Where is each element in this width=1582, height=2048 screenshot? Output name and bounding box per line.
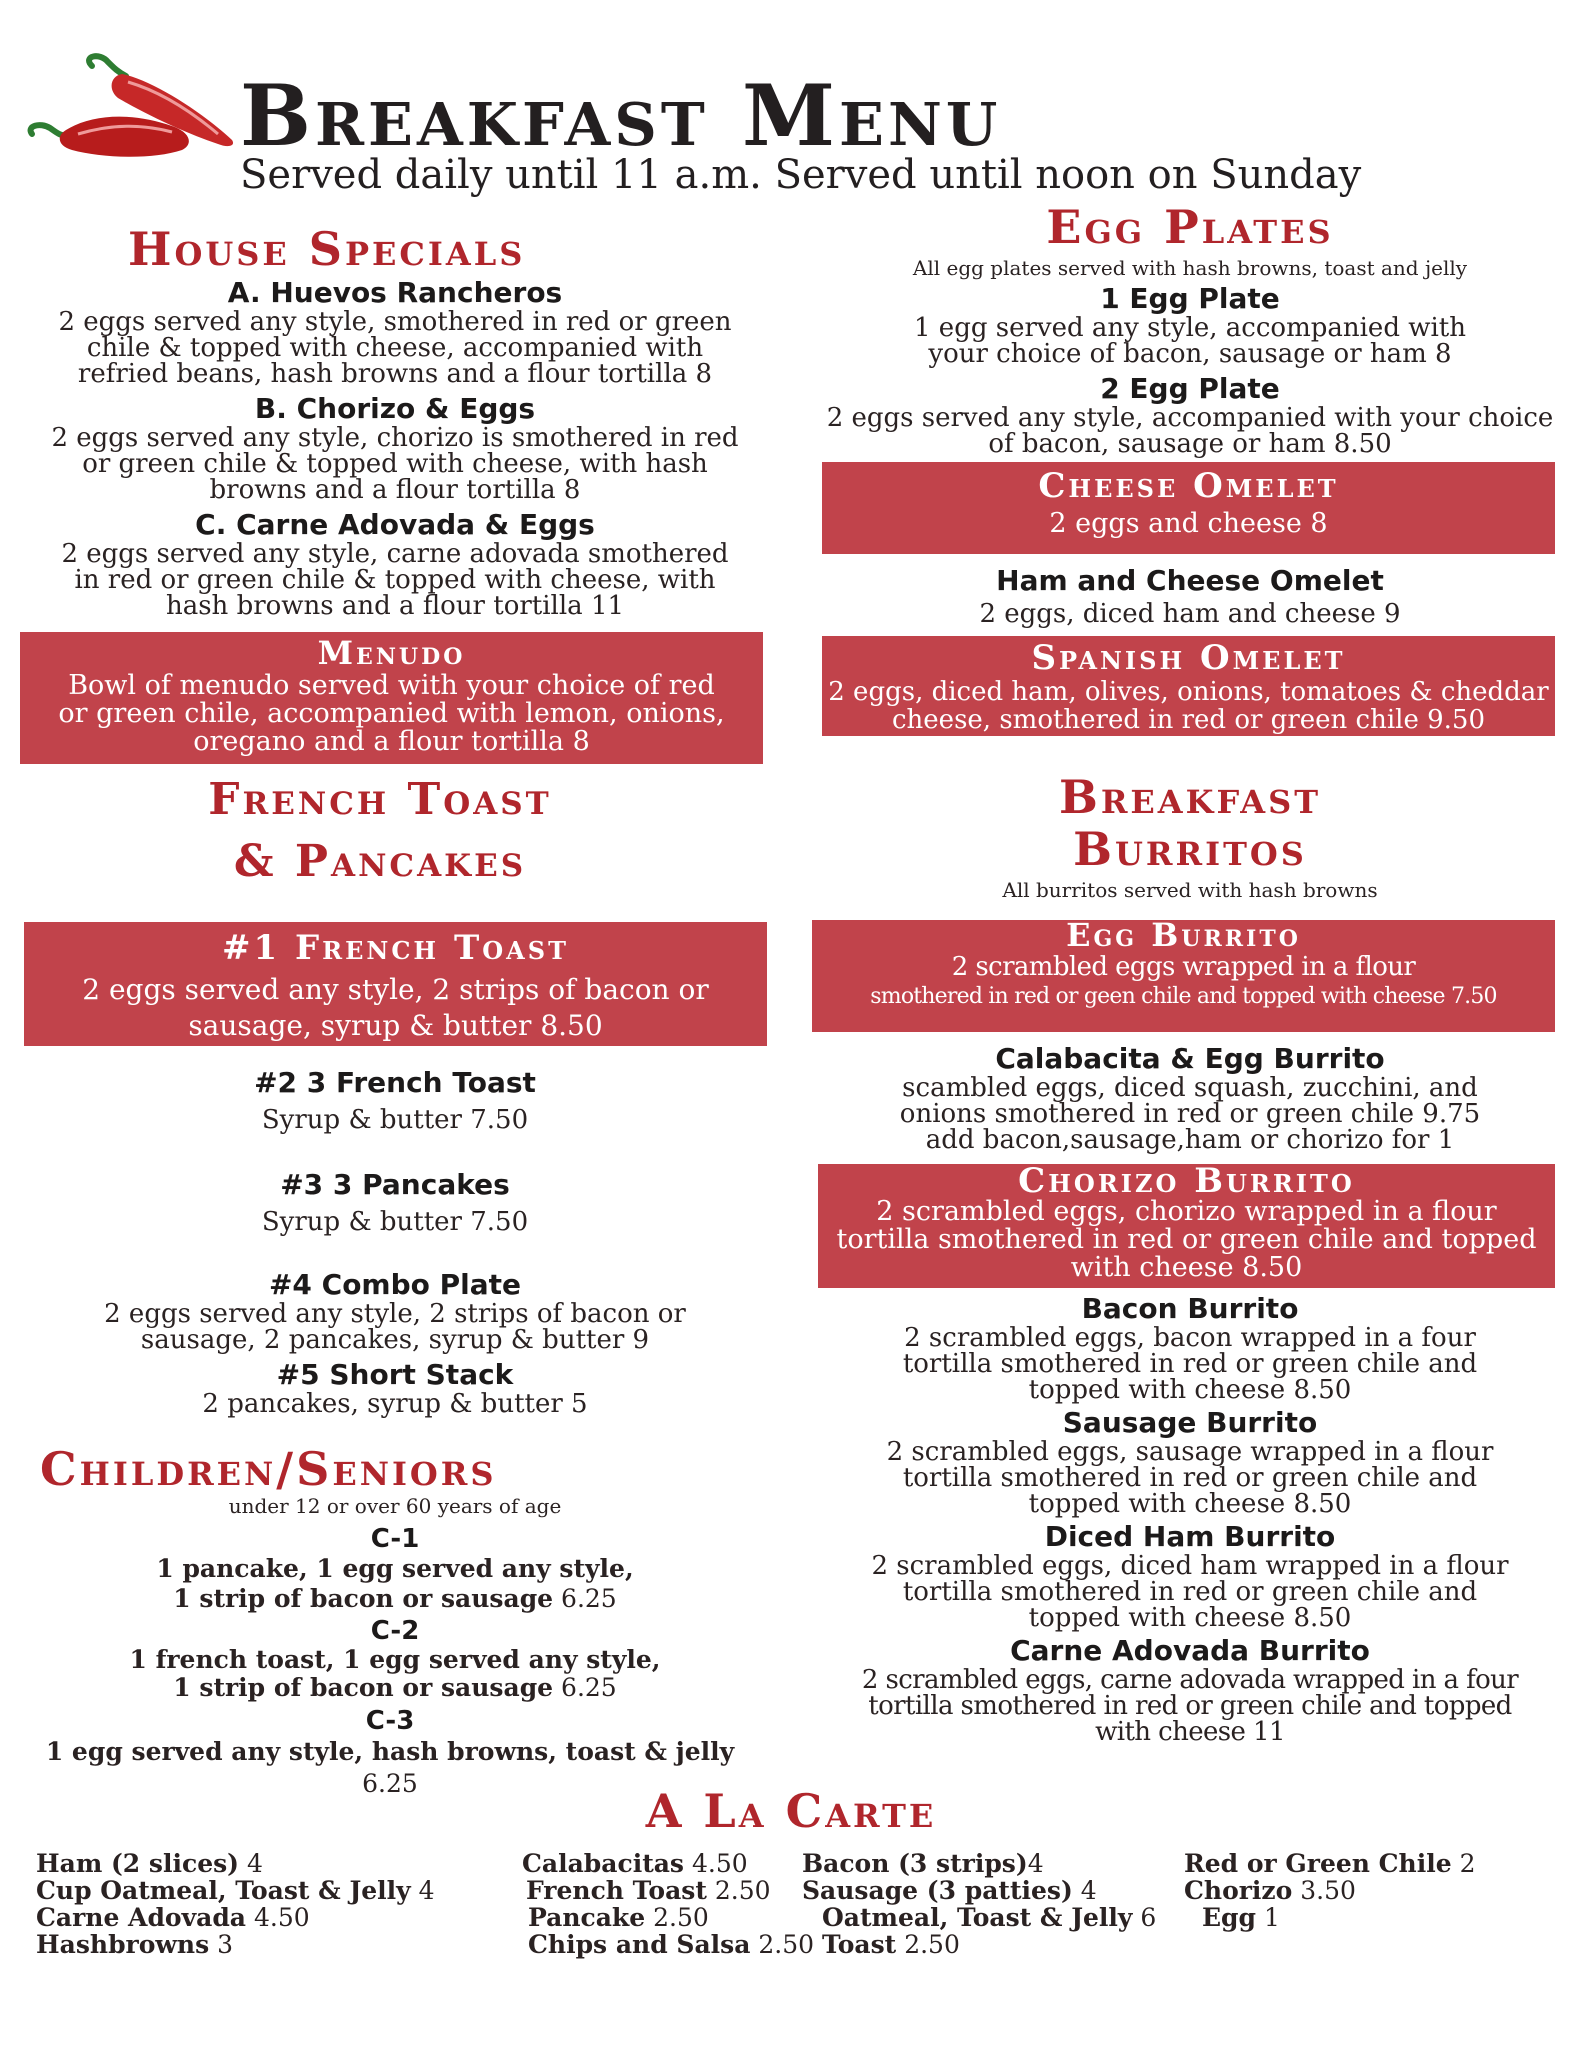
item-name: Diced Ham Burrito <box>1044 1520 1336 1553</box>
french-toast-box <box>24 922 767 1046</box>
item-name: Carne Adovada Burrito <box>1010 1634 1370 1667</box>
item-name: #3 3 Pancakes <box>280 1168 510 1201</box>
house-special-item-a <box>30 276 760 387</box>
item-description: 2 eggs, diced ham and cheese 9 <box>979 599 1401 629</box>
item-extra: add bacon,sausage,ham or chorizo for 1 <box>925 1125 1455 1155</box>
a-la-carte-item: Egg 1 <box>1202 1903 1280 1932</box>
burritos-note: All burritos served with hash browns <box>1002 878 1378 902</box>
item-line1: 1 pancake, 1 egg served any style, <box>156 1554 634 1583</box>
item-line1: 1 french toast, 1 egg served any style, <box>129 1645 661 1674</box>
menudo-title: Menudo <box>317 634 466 672</box>
item-name: #5 Short Stack <box>276 1358 514 1391</box>
a-la-carte-item: Chorizo 3.50 <box>1184 1876 1356 1905</box>
item-price: 6.25 <box>561 1673 617 1702</box>
children-item-c2 <box>30 1616 760 1702</box>
egg-plate-item-2 <box>815 372 1565 457</box>
french-toast-item-4 <box>30 1268 760 1353</box>
cheese-omelet-box <box>822 462 1555 554</box>
a-la-carte-item: Chips and Salsa 2.50 <box>528 1930 815 1959</box>
sausage-burrito-item <box>830 1406 1550 1517</box>
a-la-carte-column-2 <box>522 1850 814 1958</box>
egg-plates-note: All egg plates served with hash browns, toast and jelly <box>912 256 1468 280</box>
item-price: 6.25 <box>362 1769 418 1798</box>
egg-plates-heading: Egg Plates <box>1046 200 1334 254</box>
french-toast-heading-line1: French Toast <box>208 774 552 825</box>
red-chile-peppers-icon <box>22 52 244 162</box>
egg-burrito-description-line2: smothered in red or geen chile and topped with cheese 7.50 <box>870 984 1497 1009</box>
cheese-omelet-title: Cheese Omelet <box>1038 466 1339 506</box>
item-name: 1 Egg Plate <box>1100 282 1280 315</box>
item-description: 2 pancakes, syrup & butter 5 <box>202 1389 588 1419</box>
item-description: 2 eggs served any style, accompanied with your choice of bacon, sausage or ham 8.50 <box>826 403 1554 459</box>
chorizo-burrito-box <box>818 1161 1555 1288</box>
item-line1: 1 egg served any style, hash browns, toast & jelly <box>45 1737 735 1766</box>
spanish-omelet-description: 2 eggs, diced ham, olives, onions, tomatoes & cheddar cheese, smothered in red or green chile 9.50 <box>828 677 1549 735</box>
a-la-carte-item: Pancake 2.50 <box>528 1903 709 1932</box>
a-la-carte-heading: A La Carte <box>645 1784 937 1838</box>
item-name: Sausage Burrito <box>1062 1406 1318 1439</box>
item-description: 2 scrambled eggs, diced ham wrapped in a flour tortilla smothered in red or green chile and topped with cheese 8.50 <box>871 1551 1509 1633</box>
item-name: #2 3 French Toast <box>254 1066 536 1099</box>
a-la-carte-item: Bacon (3 strips)4 <box>802 1849 1044 1878</box>
house-special-item-c <box>30 508 760 619</box>
item-name: A. Huevos Rancheros <box>227 276 563 309</box>
burritos-heading-line1: Breakfast <box>1058 770 1322 824</box>
house-specials-heading: House Specials <box>128 222 526 276</box>
item-description: 2 scrambled eggs, bacon wrapped in a four tortilla smothered in red or green chile and topped with cheese 8.50 <box>902 1323 1478 1405</box>
item-name: 2 Egg Plate <box>1100 372 1280 405</box>
bacon-burrito-item <box>830 1292 1550 1403</box>
item-description: 2 eggs served any style, smothered in red or green chile & topped with cheese, accompanied with refried beans, hash browns and a flour tortilla 8 <box>58 307 732 389</box>
children-seniors-heading: Children/Seniors <box>40 1442 497 1496</box>
spanish-omelet-box <box>822 636 1555 736</box>
item-name: C-3 <box>365 1706 415 1736</box>
burritos-heading-line2: Burritos <box>1073 822 1307 876</box>
a-la-carte-item: Oatmeal, Toast & Jelly 6 <box>822 1903 1157 1932</box>
carne-adovada-burrito-item <box>820 1634 1560 1745</box>
a-la-carte-item: Red or Green Chile 2 <box>1184 1849 1476 1878</box>
item-description: 2 scrambled eggs, carne adovada wrapped in a four tortilla smothered in red or green chile and topped with cheese 11 <box>861 1665 1519 1747</box>
diced-ham-burrito-item <box>830 1520 1550 1631</box>
item-name: B. Chorizo & Eggs <box>254 392 536 425</box>
page-subtitle: Served daily until 11 a.m. Served until noon on Sunday <box>240 152 1362 198</box>
children-seniors-note: under 12 or over 60 years of age <box>228 1494 562 1518</box>
ham-cheese-omelet-item <box>815 564 1565 627</box>
french-toast-item-5 <box>30 1358 760 1417</box>
a-la-carte-item: Ham (2 slices) 4 <box>36 1849 263 1878</box>
item-description: 2 scrambled eggs, sausage wrapped in a flour tortilla smothered in red or green chile and topped with cheese 8.50 <box>886 1437 1494 1519</box>
menudo-box <box>20 632 763 764</box>
item-name: C. Carne Adovada & Eggs <box>195 508 595 541</box>
a-la-carte-item: Carne Adovada 4.50 <box>36 1903 310 1932</box>
item-name: Ham and Cheese Omelet <box>996 564 1384 597</box>
calabacita-burrito-item <box>815 1042 1565 1153</box>
house-special-item-b <box>30 392 760 503</box>
egg-burrito-box <box>812 916 1555 1032</box>
a-la-carte-column-4 <box>1184 1850 1475 1931</box>
item-description: 2 eggs served any style, 2 strips of bacon or sausage, 2 pancakes, syrup & butter 9 <box>104 1299 686 1355</box>
a-la-carte-item: Cup Oatmeal, Toast & Jelly 4 <box>36 1876 435 1905</box>
a-la-carte-item: Hashbrowns 3 <box>36 1930 234 1959</box>
item-description: Syrup & butter 7.50 <box>261 1105 529 1135</box>
chorizo-burrito-title: Chorizo Burrito <box>1018 1161 1355 1201</box>
french-toast-item-2 <box>30 1066 760 1133</box>
french-toast-box-description: 2 eggs served any style, 2 strips of bacon or sausage, syrup & butter 8.50 <box>82 973 709 1042</box>
item-name: #4 Combo Plate <box>268 1268 522 1301</box>
spanish-omelet-title: Spanish Omelet <box>1031 638 1346 678</box>
item-description: scambled eggs, diced squash, zucchini, and onions smothered in red or green chile 9.75 <box>899 1073 1481 1129</box>
egg-plate-item-1 <box>820 282 1560 367</box>
a-la-carte-column-1 <box>36 1850 435 1958</box>
menudo-description: Bowl of menudo served with your choice of red or green chile, accompanied with lemon, onions, oregano and a flour tortilla 8 <box>58 670 725 757</box>
a-la-carte-item: Sausage (3 patties) 4 <box>802 1876 1097 1905</box>
item-description: Syrup & butter 7.50 <box>261 1207 529 1237</box>
french-toast-item-3 <box>30 1168 760 1235</box>
egg-burrito-description-line1: 2 scrambled eggs wrapped in a flour <box>951 952 1416 982</box>
children-item-c1 <box>30 1524 760 1614</box>
item-name: C-1 <box>370 1524 420 1554</box>
item-description: 2 eggs served any style, carne adovada smothered in red or green chile & topped with cheese, with hash browns and a flour tortilla 11 <box>61 539 729 621</box>
item-line2: 1 strip of bacon or sausage <box>173 1673 554 1702</box>
item-description: 1 egg served any style, accompanied with your choice of bacon, sausage or ham 8 <box>914 313 1466 369</box>
egg-burrito-title: Egg Burrito <box>1066 916 1301 954</box>
item-line2: 1 strip of bacon or sausage <box>173 1584 554 1613</box>
a-la-carte-item: Calabacitas 4.50 <box>522 1849 748 1878</box>
item-name: C-2 <box>370 1616 420 1646</box>
a-la-carte-item: French Toast 2.50 <box>526 1876 771 1905</box>
item-description: 2 eggs served any style, chorizo is smothered in red or green chile & topped with cheese, with hash browns and a flour tortilla 8 <box>51 423 739 505</box>
item-name: Calabacita & Egg Burrito <box>995 1042 1385 1075</box>
item-name: Bacon Burrito <box>1081 1292 1299 1325</box>
chorizo-burrito-description: 2 scrambled eggs, chorizo wrapped in a flour tortilla smothered in red or green chile and topped with cheese 8.50 <box>836 1196 1537 1283</box>
cheese-omelet-description: 2 eggs and cheese 8 <box>1049 508 1328 539</box>
a-la-carte-column-3 <box>802 1850 1156 1958</box>
french-toast-heading-line2: & Pancakes <box>233 836 527 887</box>
page-title: Breakfast Menu <box>240 66 1002 165</box>
item-price: 6.25 <box>561 1584 617 1613</box>
french-toast-box-title: #1 French Toast <box>222 928 569 968</box>
a-la-carte-item: Toast 2.50 <box>822 1930 960 1959</box>
